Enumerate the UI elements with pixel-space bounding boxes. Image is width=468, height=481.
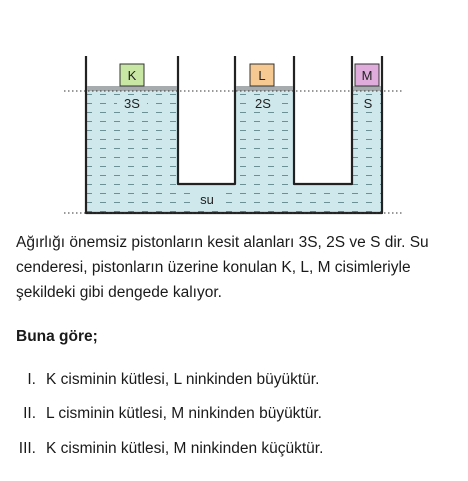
fluid-label: su <box>200 192 214 207</box>
area-label-2s: 2S <box>255 96 271 111</box>
area-label-s: S <box>363 96 373 111</box>
statement-1-numeral: I. <box>27 371 36 388</box>
statement-2-numeral: II. <box>23 405 36 422</box>
statement-3-text: K cisminin kütlesi, M ninkinden küçüktür. <box>46 440 324 457</box>
question-description: Ağırlığı önemsiz pistonların kesit alanları 3S, 2S ve S dir. Su cenderesi, pistonların üzerine konulan K, L, M cisimleriyle şekildeki gibi dengede kalıyor. <box>16 234 429 301</box>
mass-m-label: M <box>361 68 373 83</box>
hydraulic-press-diagram <box>0 0 468 225</box>
mass-l <box>250 64 274 86</box>
piston-k <box>87 86 177 91</box>
piston-l <box>236 86 293 91</box>
mass-l-label: L <box>258 68 266 83</box>
mass-m <box>355 64 379 86</box>
statement-2-text: L cisminin kütlesi, M ninkinden büyüktür. <box>46 405 322 422</box>
question-heading: Buna göre; <box>16 328 98 345</box>
piston-m <box>353 86 381 91</box>
mass-k <box>120 64 144 86</box>
statement-1-text: K cisminin kütlesi, L ninkinden büyüktür. <box>46 371 320 388</box>
statement-3-numeral: III. <box>18 440 36 457</box>
mass-k-label: K <box>127 68 137 83</box>
area-label-3s: 3S <box>124 96 140 111</box>
